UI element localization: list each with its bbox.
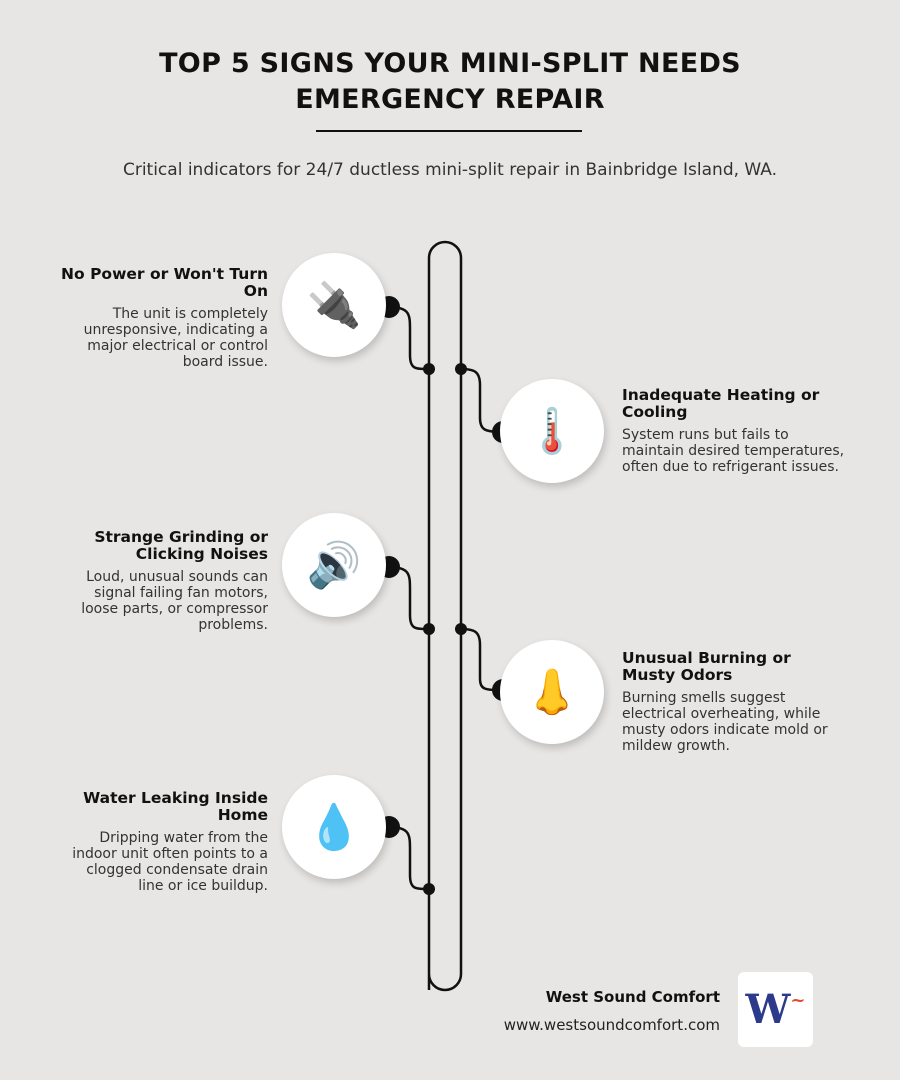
- sign-water-leak: [58, 790, 268, 894]
- speaker-icon: 🔊: [282, 513, 386, 617]
- water-drop-icon: 💧: [282, 775, 386, 879]
- item-desc: Dripping water from the indoor unit often points to a clogged condensate drain line or ice buildup.: [72, 830, 268, 894]
- item-desc: The unit is completely unresponsive, indicating a major electrical or control board issue.: [83, 306, 268, 370]
- title-line-2: EMERGENCY REPAIR: [295, 84, 605, 115]
- subtitle: Critical indicators for 24/7 ductless mini-split repair in Bainbridge Island, WA.: [122, 160, 778, 180]
- brand-logo: [738, 972, 813, 1047]
- item-title: No Power or Won't Turn On: [61, 265, 268, 300]
- title-line-1: TOP 5 SIGNS YOUR MINI-SPLIT NEEDS: [159, 48, 741, 79]
- item-title: Strange Grinding or Clicking Noises: [94, 528, 268, 563]
- sign-no-power: [58, 266, 268, 370]
- item-desc: Loud, unusual sounds can signal failing fan motors, loose parts, or compressor problems.: [81, 569, 268, 633]
- item-title: Water Leaking Inside Home: [83, 789, 268, 824]
- item-title: Unusual Burning or Musty Odors: [622, 649, 791, 684]
- item-desc: System runs but fails to maintain desired temperatures, often due to refrigerant issues.: [622, 427, 845, 475]
- thermometer-icon: 🌡️: [500, 379, 604, 483]
- sign-inadequate-heating: [622, 387, 847, 475]
- brand-url[interactable]: www.westsoundcomfort.com: [503, 1016, 720, 1034]
- item-title: Inadequate Heating or Cooling: [622, 386, 820, 421]
- nose-icon: 👃: [500, 640, 604, 744]
- sign-strange-noises: [58, 529, 268, 633]
- plug-icon: 🔌: [282, 253, 386, 357]
- item-desc: Burning smells suggest electrical overheating, while musty odors indicate mold or mildew growth.: [622, 690, 828, 754]
- flame-icon: ~: [790, 990, 806, 1011]
- sign-odors: [622, 650, 847, 754]
- brand-name: West Sound Comfort: [545, 988, 720, 1006]
- footer-brand: [504, 988, 720, 1034]
- logo-letter: W: [745, 986, 791, 1033]
